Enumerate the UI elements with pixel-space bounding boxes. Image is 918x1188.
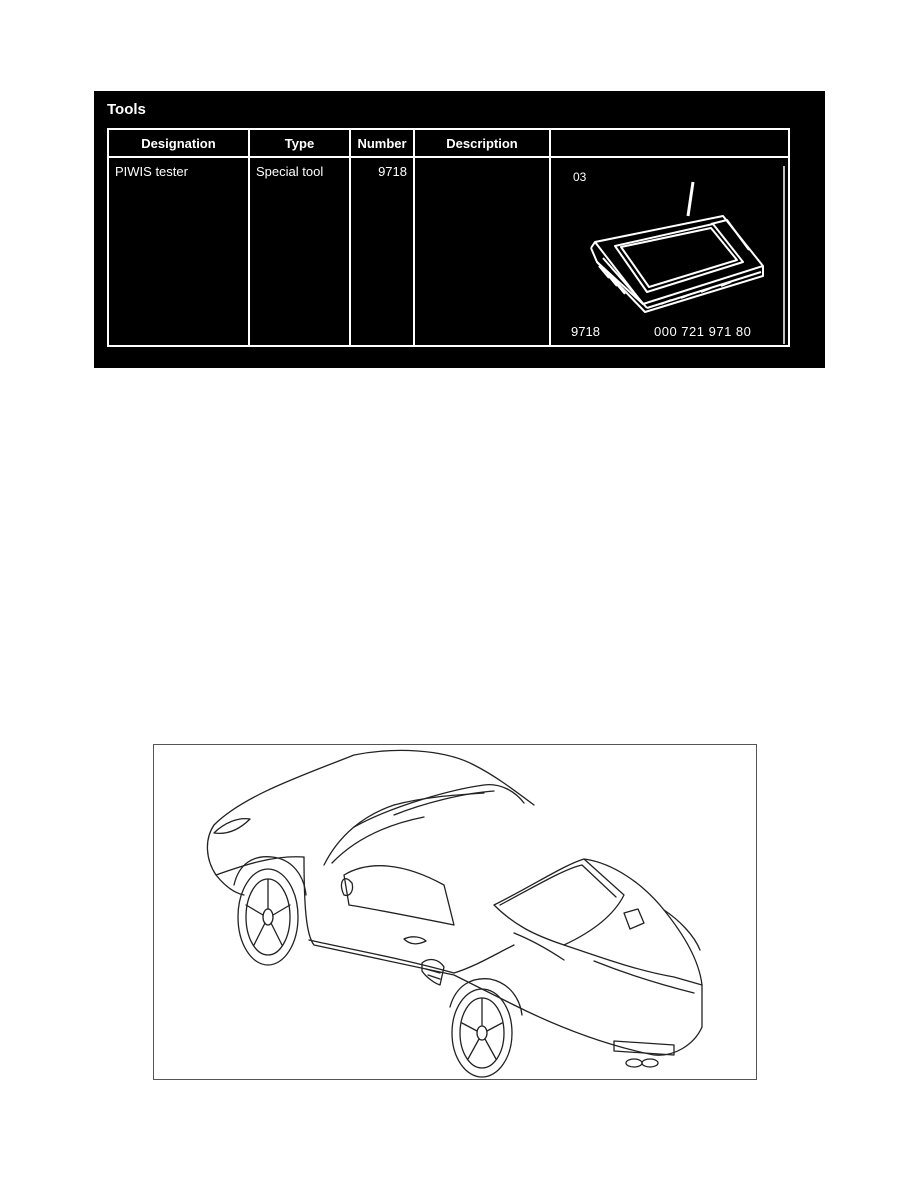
- cell-number: 9718: [350, 157, 414, 346]
- cell-type: Special tool: [249, 157, 350, 346]
- table-row: [108, 157, 789, 346]
- tools-panel: [94, 91, 825, 368]
- image-number: 9718: [571, 324, 600, 339]
- car-illustration: [154, 745, 756, 1079]
- image-code: 03: [573, 170, 587, 184]
- header-number: Number: [350, 129, 414, 157]
- cell-description: [414, 157, 550, 346]
- header-designation: Designation: [108, 129, 249, 157]
- header-description: Description: [414, 129, 550, 157]
- table-header-row: [108, 129, 789, 157]
- tools-table: [107, 128, 790, 347]
- piwis-tester-image: [551, 158, 796, 346]
- car-illustration-frame: [153, 744, 757, 1080]
- header-type: Type: [249, 129, 350, 157]
- cell-image: [550, 157, 789, 346]
- cell-designation: PIWIS tester: [108, 157, 249, 346]
- header-image: [550, 129, 789, 157]
- tools-title: Tools: [107, 101, 146, 118]
- image-part-number: 000 721 971 80: [654, 324, 752, 339]
